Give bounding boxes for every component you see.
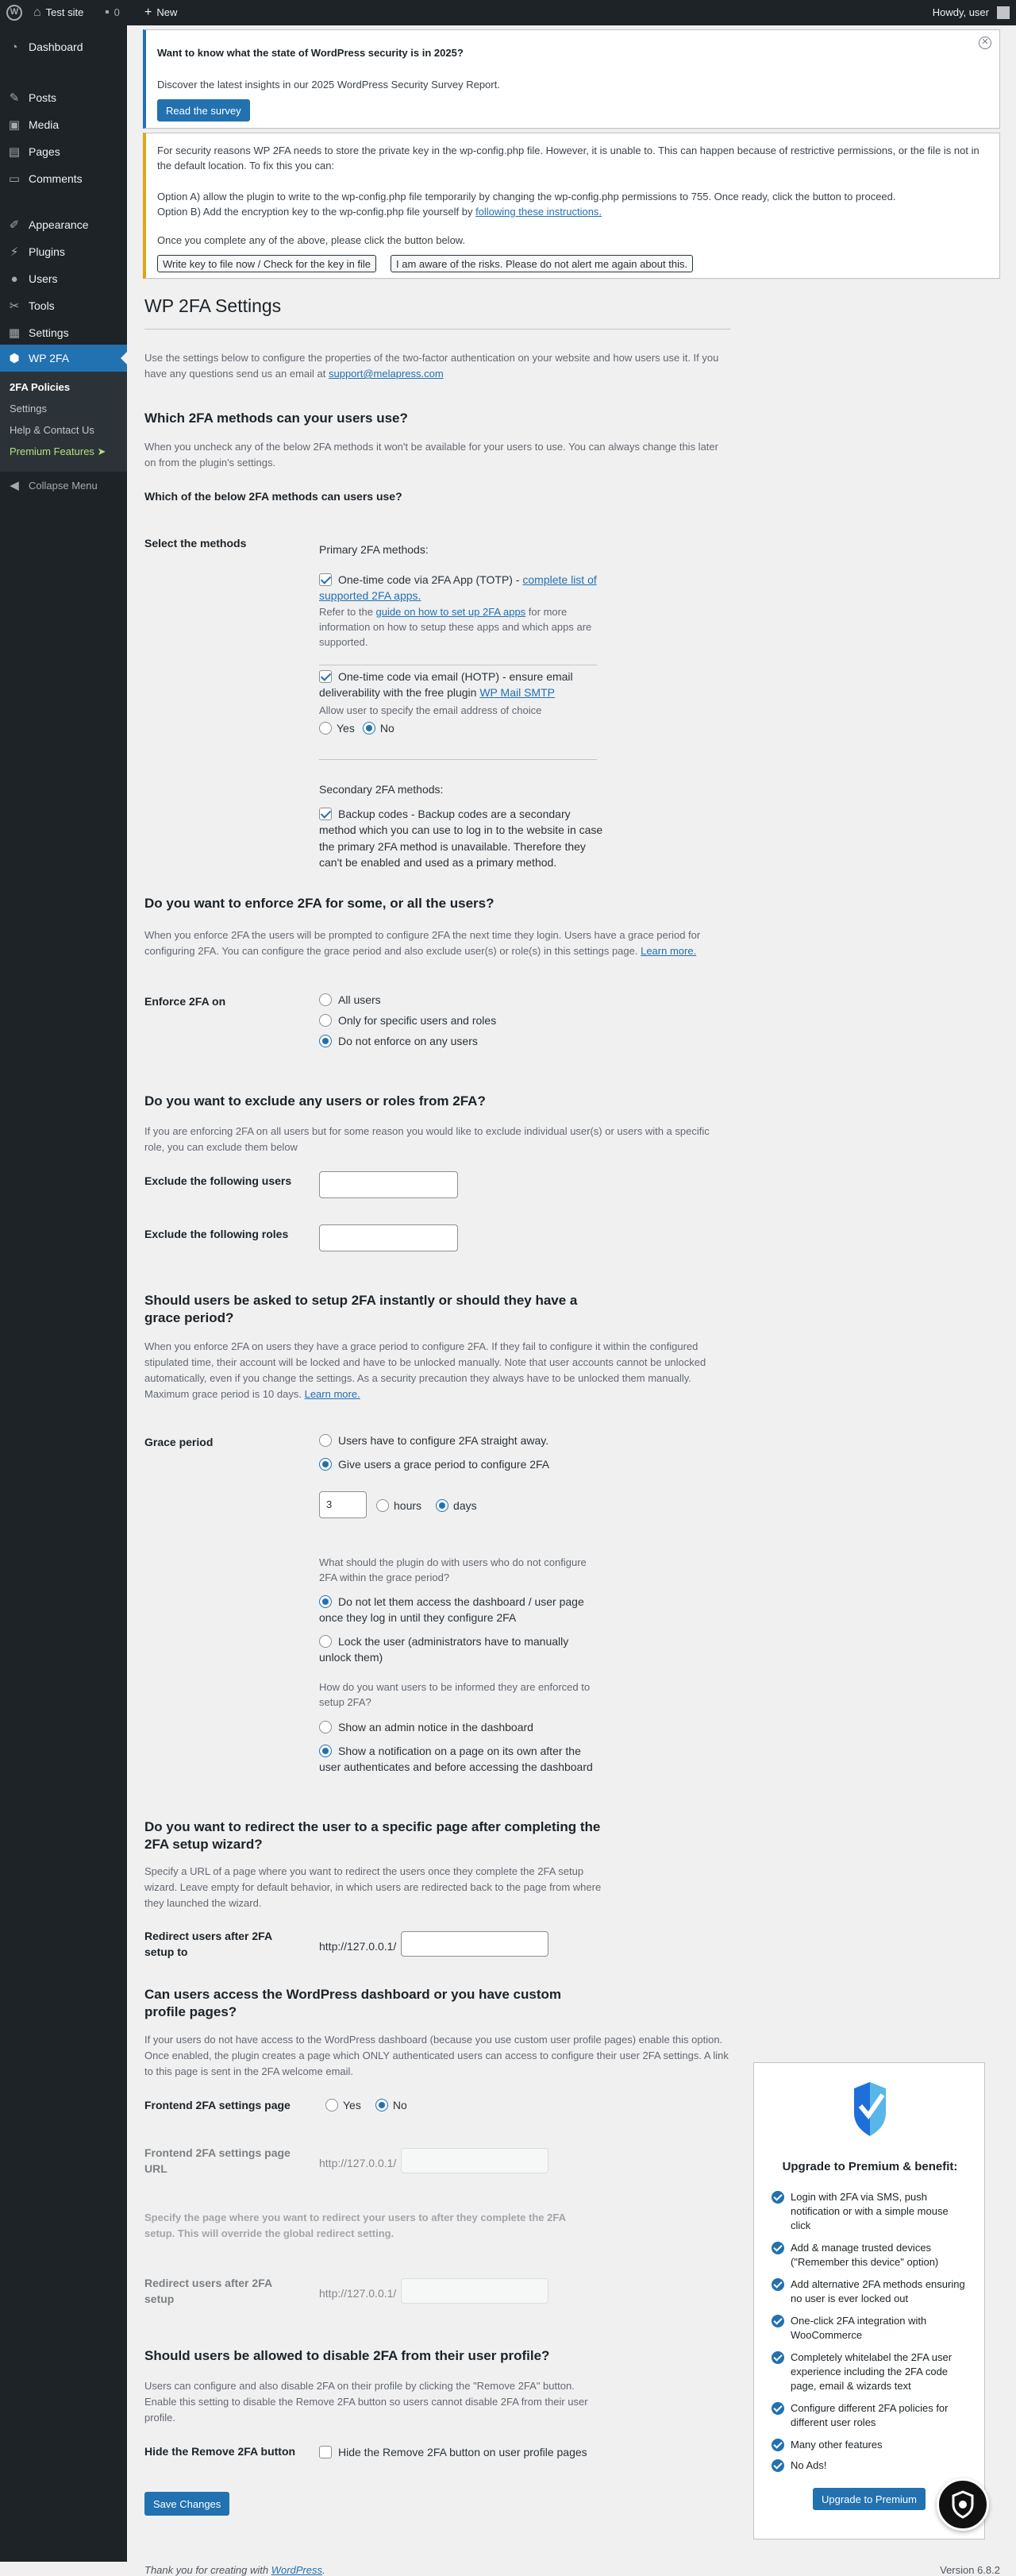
grace-period-radio[interactable] bbox=[319, 1458, 332, 1471]
frontend-redirect-label: Redirect users after 2FA setup bbox=[144, 2277, 272, 2305]
allow-email-yes-radio[interactable] bbox=[319, 722, 332, 735]
sidebar-item-label: Appearance bbox=[29, 218, 89, 231]
sidebar-item-users[interactable] bbox=[0, 265, 127, 292]
allow-email-radios bbox=[319, 720, 394, 736]
redirect-label: Redirect users after 2FA setup to bbox=[144, 1930, 272, 1958]
hotp-checkbox[interactable] bbox=[319, 670, 332, 683]
submenu-item-premium[interactable]: Premium Features ➤ bbox=[10, 445, 106, 457]
submenu-item-help[interactable]: Help & Contact Us bbox=[10, 424, 94, 436]
sidebar-item-label: Settings bbox=[29, 326, 69, 339]
page-icon: ▤ bbox=[8, 145, 21, 159]
frontend-heading: Can users access the WordPress dashboard or you have custom profile pages? bbox=[144, 1987, 561, 2020]
check-circle-icon bbox=[772, 2278, 784, 2291]
enforce-all-option bbox=[319, 992, 381, 1008]
allow-email-text: Allow user to specify the email address of choice bbox=[319, 704, 542, 716]
premium-feature-item bbox=[772, 2458, 970, 2473]
sidebar-item-label: Plugins bbox=[29, 245, 65, 258]
account-menu[interactable] bbox=[933, 0, 1010, 25]
check-circle-icon bbox=[772, 2242, 784, 2254]
disable-2fa-description: Users can configure and also disable 2FA on their profile by clicking the "Remove 2FA" button. Enable this setting to disable the Remove 2FA button so users cannot disable 2FA from their user profile. bbox=[144, 2380, 588, 2424]
enforce-specific-label: Only for specific users and roles bbox=[338, 1014, 497, 1027]
page-title: WP 2FA Settings bbox=[144, 295, 282, 316]
sidebar-item-tools[interactable] bbox=[0, 292, 127, 319]
yes-label: Yes bbox=[337, 722, 355, 735]
hide-remove-checkbox[interactable] bbox=[319, 2446, 332, 2458]
support-email-link[interactable]: support@melapress.com bbox=[328, 368, 444, 380]
grace-straight-label: Users have to configure 2FA straight away. bbox=[338, 1434, 549, 1447]
check-circle-icon bbox=[772, 2351, 784, 2364]
grace-straight-option bbox=[319, 1433, 548, 1448]
new-content-link[interactable] bbox=[144, 0, 177, 25]
upgrade-premium-button[interactable]: Upgrade to Premium bbox=[813, 2488, 926, 2510]
howdy-label: Howdy, user bbox=[932, 6, 989, 18]
disable-2fa-heading: Should users be allowed to disable 2FA from their user profile? bbox=[144, 2348, 550, 2363]
totp-option bbox=[319, 572, 603, 604]
frontend-specify-text: Specify the page where you want to redirect your users to after they complete the 2FA setup. This will override the global redirect setting. bbox=[144, 2212, 566, 2240]
exclude-heading: Do you want to exclude any users or roles from 2FA? bbox=[144, 1093, 486, 1109]
setup-guide-link[interactable]: guide on how to set up 2FA apps bbox=[375, 606, 526, 618]
site-name: Test site bbox=[45, 6, 84, 18]
sidebar-item-pages[interactable] bbox=[0, 138, 127, 165]
dismiss-icon[interactable]: ✕ bbox=[979, 37, 991, 49]
frontend-redirect-prefix: http://127.0.0.1/ bbox=[319, 2287, 397, 2300]
redirect-url-prefix: http://127.0.0.1/ bbox=[319, 1940, 397, 1953]
premium-feature-text: Many other features bbox=[791, 2439, 883, 2451]
save-changes-button[interactable]: Save Changes bbox=[144, 2492, 229, 2516]
grace-q2-text: How do you want users to be informed they are enforced to setup 2FA? bbox=[319, 1681, 591, 1708]
methods-subheading: Which of the below 2FA methods can users use? bbox=[144, 490, 402, 503]
grace-q1-text: What should the plugin do with users who do not configure 2FA within the grace period? bbox=[319, 1556, 587, 1583]
sidebar-item-label: Dashboard bbox=[29, 40, 83, 53]
grace-period-option bbox=[319, 1456, 549, 1472]
enforce-none-option bbox=[319, 1033, 478, 1049]
sidebar-item-appearance[interactable] bbox=[0, 211, 127, 238]
exclude-description: If you are enforcing 2FA on all users but for some reason you would like to exclude individual user(s) or users with a specific role, you can exclude them below bbox=[144, 1125, 710, 1154]
warning-intro: For security reasons WP 2FA needs to store the private key in the wp-config.php file. However, it is unable to. This can happen because of restrictive permissions, or the file is not in the default location. To fix this you can: bbox=[157, 145, 979, 172]
totp-label: One-time code via 2FA App (TOTP) - bbox=[338, 573, 523, 586]
admin-sidebar bbox=[0, 25, 127, 2562]
exclude-users-input[interactable] bbox=[319, 1171, 458, 1198]
no-label: No bbox=[379, 722, 394, 735]
write-key-button[interactable]: Write key to file now / Check for the key in file bbox=[157, 255, 376, 272]
sidebar-item-label: Comments bbox=[29, 172, 83, 185]
frontend-yes-radio[interactable] bbox=[325, 2099, 338, 2111]
check-circle-icon bbox=[772, 2439, 784, 2451]
totp-checkbox[interactable] bbox=[319, 573, 332, 586]
collapse-label: Collapse Menu bbox=[29, 479, 98, 492]
sidebar-item-label: Media bbox=[29, 118, 60, 131]
premium-feature-item bbox=[772, 2350, 970, 2394]
warning-once-text: Once you complete any of the above, please click the button below. bbox=[157, 234, 466, 246]
frontend-page-label: Frontend 2FA settings page bbox=[144, 2099, 291, 2111]
hours-radio[interactable] bbox=[376, 1499, 389, 1512]
wp2fa-logo-icon bbox=[851, 2080, 891, 2138]
submenu-item-settings[interactable]: Settings bbox=[10, 403, 47, 415]
hide-remove-option bbox=[319, 2444, 587, 2460]
comment-icon: ▭ bbox=[8, 172, 21, 186]
sidebar-item-posts[interactable] bbox=[0, 84, 127, 111]
new-label: New bbox=[156, 6, 178, 18]
sidebar-item-wp2fa[interactable] bbox=[0, 345, 127, 372]
secondary-methods-title: Secondary 2FA methods: bbox=[319, 783, 444, 796]
option-b-text: Option B) Add the encryption key to the wp-config.php file yourself by bbox=[157, 206, 476, 218]
sidebar-item-dashboard[interactable] bbox=[0, 33, 127, 60]
dismiss-risk-button[interactable]: I am aware of the risks. Please do not alert me again about this. bbox=[391, 255, 693, 272]
enforce-heading: Do you want to enforce 2FA for some, or all the users? bbox=[144, 896, 495, 911]
settings-icon: ▦ bbox=[8, 326, 21, 340]
sidebar-item-label: Tools bbox=[29, 299, 55, 312]
current-menu-arrow bbox=[121, 352, 127, 364]
sidebar-item-plugins[interactable] bbox=[0, 238, 127, 265]
shield-icon: ⬢ bbox=[9, 352, 20, 365]
comments-count: 0 bbox=[114, 6, 120, 18]
premium-upsell-box bbox=[753, 2062, 985, 2539]
survey-notice bbox=[143, 29, 1000, 129]
totp-refer-text bbox=[319, 605, 603, 650]
footer-end-text: . bbox=[322, 2564, 325, 2576]
sidebar-item-label: Pages bbox=[29, 145, 60, 158]
sidebar-item-label: Posts bbox=[29, 91, 57, 104]
grace-block-label: Do not let them access the dashboard / user page once they log in until they configure 2FA bbox=[319, 1595, 584, 1625]
allow-email-no-radio[interactable] bbox=[363, 722, 375, 735]
frontend-description: If your users do not have access to the WordPress dashboard (because you use custom user profile pages) enable this option. Once enabled, the plugin creates a page which ONLY authenticated users can access to configure their user 2FA settings. A link to this page is sent in the 2FA welcome email. bbox=[144, 2034, 729, 2078]
hide-remove-label: Hide the Remove 2FA button bbox=[144, 2445, 296, 2458]
shield-icon bbox=[939, 2481, 987, 2528]
exclude-users-label: Exclude the following users bbox=[144, 1174, 292, 1187]
enforce-label: Enforce 2FA on bbox=[144, 995, 226, 1008]
premium-feature-item bbox=[772, 2401, 970, 2430]
refer-rest-text: for more information on how to setup these apps and which apps are supported. bbox=[319, 606, 592, 648]
check-circle-icon bbox=[772, 2402, 784, 2415]
methods-description: When you uncheck any of the below 2FA methods it won't be available for your users to use. You can always change this later on from the plugin's settings. bbox=[144, 441, 718, 469]
premium-feature-text: Configure different 2FA policies for different user roles bbox=[791, 2402, 949, 2429]
hotp-label: One-time code via email (HOTP) - ensure email deliverability with the free plugin bbox=[319, 670, 573, 700]
admin-bar bbox=[0, 0, 1016, 25]
home-icon: ⌂ bbox=[33, 6, 41, 19]
sidebar-item-media[interactable] bbox=[0, 111, 127, 138]
check-circle-icon bbox=[772, 2315, 784, 2327]
frontend-radios bbox=[325, 2097, 407, 2113]
hide-remove-cb-label: Hide the Remove 2FA button on user profile pages bbox=[338, 2446, 587, 2458]
grace-period-option-label: Give users a grace period to configure 2FA bbox=[338, 1458, 550, 1471]
hours-label: hours bbox=[394, 1499, 422, 1512]
wp-config-warning-notice bbox=[143, 133, 1000, 279]
page-intro bbox=[144, 350, 730, 382]
grace-unit-radios bbox=[376, 1498, 477, 1514]
enforce-all-label: All users bbox=[338, 993, 381, 1006]
frontend-url-prefix: http://127.0.0.1/ bbox=[319, 2157, 397, 2169]
submenu-item-policies[interactable]: 2FA Policies bbox=[10, 381, 71, 393]
enforce-none-radio[interactable] bbox=[319, 1035, 332, 1047]
notify-page-radio[interactable] bbox=[319, 1745, 332, 1757]
warning-option-a: Option A) allow the plugin to write to the wp-config.php file temporarily by changing the wp-config.php permissions to 755. Once ready, click the button to proceed. bbox=[157, 191, 896, 202]
dashboard-icon: ◔ bbox=[10, 40, 18, 54]
yes-label: Yes bbox=[343, 2099, 361, 2111]
grace-straight-radio[interactable] bbox=[319, 1434, 332, 1447]
grace-block-option bbox=[319, 1594, 603, 1626]
plus-icon: + bbox=[144, 6, 152, 19]
footer-thanks-text: Thank you for creating with bbox=[144, 2564, 271, 2576]
divider bbox=[319, 759, 597, 760]
grace-lock-option bbox=[319, 1633, 603, 1666]
premium-feature-text: Login with 2FA via SMS, push notification or with a simple mouse click bbox=[791, 2191, 949, 2232]
backup-codes-checkbox[interactable] bbox=[319, 808, 332, 820]
instructions-link[interactable]: following these instructions. bbox=[475, 206, 602, 218]
read-survey-button[interactable]: Read the survey bbox=[157, 99, 250, 121]
backup-codes-option bbox=[319, 806, 603, 870]
wp2fa-submenu bbox=[0, 372, 127, 472]
site-name-link[interactable] bbox=[33, 0, 83, 25]
pin-icon: ✎ bbox=[9, 91, 20, 105]
comments-link[interactable] bbox=[105, 0, 120, 25]
enforce-all-radio[interactable] bbox=[319, 993, 332, 1006]
frontend-no-radio[interactable] bbox=[375, 2099, 388, 2111]
grace-desc-text: When you enforce 2FA on users they have a grace period to configure 2FA. If they fail to configure it within the configured stipulated time, their account will be locked and have to be unlocked manually. Note that user accounts cannot be unlocked automatically, even if you change the settings. As a security precaution they always have to be unlocked them manually. Maximum grace period is 10 days. bbox=[144, 1340, 706, 1401]
comment-bubble-icon: ▪ bbox=[105, 6, 110, 19]
enforce-specific-radio[interactable] bbox=[319, 1014, 332, 1027]
wrench-icon: ✂ bbox=[9, 299, 20, 313]
grace-heading: Should users be asked to setup 2FA instantly or should they have a grace period? bbox=[144, 1293, 578, 1326]
footer-thanks bbox=[144, 2564, 325, 2576]
wp-mail-smtp-link[interactable]: WP Mail SMTP bbox=[479, 686, 555, 700]
premium-feature-item bbox=[772, 2190, 970, 2234]
plug-icon: ⚡ bbox=[10, 245, 19, 259]
sidebar-item-settings[interactable] bbox=[0, 319, 127, 346]
no-label: No bbox=[392, 2099, 407, 2111]
grace-description bbox=[144, 1339, 730, 1403]
user-icon: ● bbox=[10, 272, 18, 286]
wp-version: Version 6.8.2 bbox=[940, 2564, 1000, 2576]
warning-option-b bbox=[157, 204, 602, 219]
notify-page-option bbox=[319, 1743, 603, 1776]
sidebar-item-comments[interactable] bbox=[0, 165, 127, 192]
days-radio[interactable] bbox=[436, 1499, 448, 1512]
backup-codes-label: Backup codes - Backup codes are a secondary method which you can use to log in to the website in case the primary 2FA method is unavailable. Therefore they can't be enabled and used as a primary method. bbox=[319, 808, 603, 869]
sidebar-item-label: Users bbox=[29, 272, 58, 285]
enforce-description bbox=[144, 927, 730, 959]
notify-admin-option bbox=[319, 1719, 533, 1735]
frontend-url-input[interactable] bbox=[401, 2148, 548, 2173]
premium-feature-text: No Ads! bbox=[791, 2459, 827, 2471]
grace-learn-more-link[interactable]: Learn more. bbox=[304, 1388, 360, 1401]
premium-feature-text: Add & manage trusted devices ("Remember this device" option) bbox=[791, 2242, 939, 2269]
premium-feature-text: Completely whitelabel the 2FA user experience including the 2FA code page, email & wizards text bbox=[791, 2351, 952, 2393]
enforce-learn-more-link[interactable]: Learn more. bbox=[641, 945, 697, 958]
methods-heading: Which 2FA methods can your users use? bbox=[144, 411, 408, 426]
notify-admin-radio[interactable] bbox=[319, 1721, 332, 1733]
grace-block-radio[interactable] bbox=[319, 1595, 332, 1608]
avatar bbox=[997, 6, 1010, 19]
premium-title: Upgrade to Premium & benefit: bbox=[782, 2160, 958, 2173]
check-circle-icon bbox=[772, 2459, 784, 2472]
select-methods-label: Select the methods bbox=[144, 537, 247, 550]
media-icon: ▣ bbox=[8, 118, 21, 132]
redirect-url-input[interactable] bbox=[401, 1931, 548, 1957]
wordpress-link[interactable]: WordPress bbox=[271, 2564, 322, 2576]
exclude-roles-input[interactable] bbox=[319, 1224, 458, 1251]
grace-period-number-input[interactable]: 3 bbox=[319, 1491, 367, 1518]
divider bbox=[144, 329, 730, 330]
sidebar-item-label: WP 2FA bbox=[29, 352, 70, 364]
enforce-none-label: Do not enforce on any users bbox=[338, 1035, 478, 1047]
days-label: days bbox=[453, 1499, 477, 1512]
brush-icon: ✐ bbox=[9, 218, 20, 232]
collapse-icon: ◀ bbox=[10, 479, 19, 492]
premium-feature-text: One-click 2FA integration with WooCommerce bbox=[791, 2315, 927, 2342]
redirect-heading: Do you want to redirect the user to a specific page after completing the 2FA setup wizard? bbox=[144, 1819, 601, 1853]
notify-admin-label: Show an admin notice in the dashboard bbox=[338, 1721, 533, 1733]
primary-methods-title: Primary 2FA methods: bbox=[319, 543, 429, 556]
premium-feature-item bbox=[772, 2314, 970, 2343]
grace-lock-label: Lock the user (administrators have to manually unlock them) bbox=[319, 1635, 569, 1664]
enforce-desc-text: When you enforce 2FA the users will be prompted to configure 2FA the next time they login. Users have a grace period for configuring 2FA. You can configure the grace period and also exclude user(s) or role(s) in this settings page. bbox=[144, 929, 701, 958]
redirect-description: Specify a URL of a page where you want to redirect the users once they complete the 2FA setup wizard. Leave empty for default behavior, in which users are redirected back to the page from where they launched the wizard. bbox=[144, 1865, 602, 1910]
premium-feature-item bbox=[772, 2438, 970, 2452]
hotp-option bbox=[319, 669, 603, 701]
premium-feature-item bbox=[772, 2277, 970, 2306]
help-chat-button[interactable] bbox=[937, 2478, 989, 2531]
totp-apps-link[interactable]: complete list of supported 2FA apps. bbox=[319, 573, 597, 603]
grace-period-label: Grace period bbox=[144, 1436, 214, 1448]
survey-notice-title: Want to know what the state of WordPress security is in 2025? bbox=[157, 47, 464, 59]
enforce-specific-option bbox=[319, 1012, 496, 1028]
collapse-menu-button[interactable] bbox=[0, 472, 127, 499]
survey-notice-text: Discover the latest insights in our 2025 WordPress Security Survey Report. bbox=[157, 79, 500, 91]
premium-feature-text: Add alternative 2FA methods ensuring no user is ever locked out bbox=[791, 2278, 965, 2305]
refer-text: Refer to the bbox=[319, 606, 376, 618]
wordpress-logo-icon[interactable]: W bbox=[6, 0, 22, 25]
frontend-url-label: Frontend 2FA settings page URL bbox=[144, 2146, 291, 2175]
page-intro-text: Use the settings below to configure the properties of the two-factor authentication on your website and how users use it. If you have any questions send us an email at bbox=[144, 352, 719, 380]
notify-page-label: Show a notification on a page on its own after the user authenticates and before accessing the dashboard bbox=[319, 1745, 593, 1774]
frontend-redirect-input[interactable] bbox=[401, 2278, 548, 2304]
exclude-roles-label: Exclude the following roles bbox=[144, 1228, 289, 1240]
premium-feature-item bbox=[772, 2241, 970, 2269]
grace-lock-radio[interactable] bbox=[319, 1635, 332, 1648]
check-circle-icon bbox=[772, 2191, 784, 2204]
